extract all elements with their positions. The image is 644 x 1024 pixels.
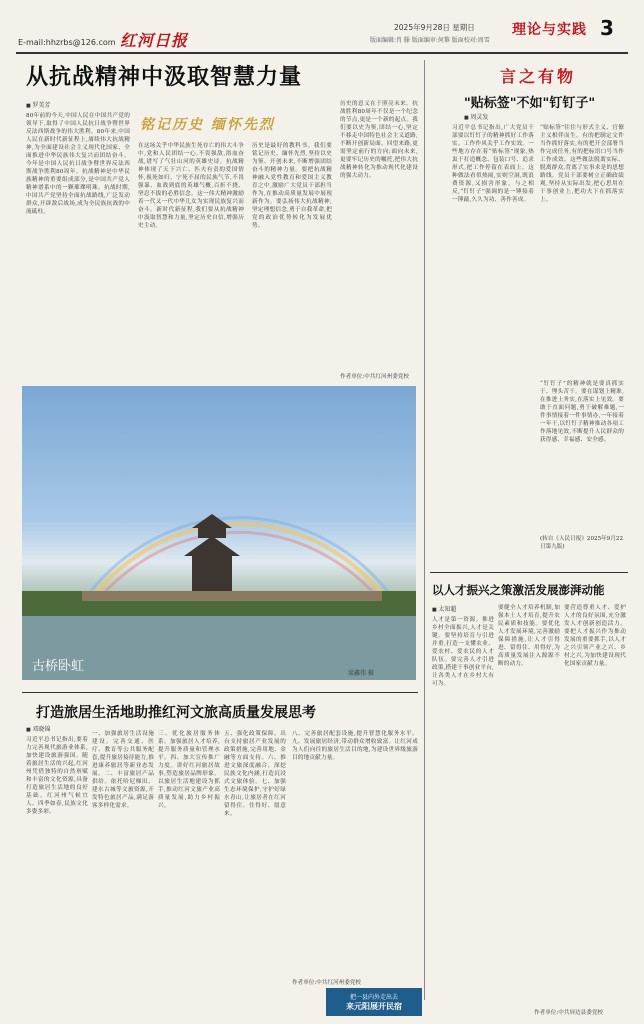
banner-text: 铭记历史 缅怀先烈 [140, 117, 275, 133]
article3-col5: 八、完善旅居配套设施,提升智慧化服务水平。九、发展旅居经济,带动群众增收致富。让红河成为人们向往的旅居生活目的地,为建设世界级旅游目的地贡献力量。 [292, 731, 418, 761]
article1-author: ■ 罗美芳 [26, 100, 50, 109]
article2-title: 以人才振兴之策激活发展澎湃动能 [432, 583, 605, 597]
promo-line1: 把一县内外走出去 [349, 994, 398, 1001]
article2-source: 作者单位:中共屏边县委党校 [534, 1010, 604, 1016]
article1-source: 作者单位:中共红河州委党校 [340, 374, 410, 380]
editor-credits: 版面编辑:肖 滕 版面编审:何黎 版面校对:周雪 [370, 37, 490, 44]
article3-source: 作者单位:中共红河州委党校 [292, 980, 362, 986]
article2-col3: 要营造尊重人才、爱护人才的良好氛围,充分激发人才创新创造活力。要把人才振兴作为推动发展的重要抓手,以人才之兴引领产业之兴、乡村之兴,为加快建设现代化国家贡献力量。 [564, 605, 626, 667]
article2-author: ■ 太知超 [432, 604, 456, 613]
column-title: "贴标签"不如"钉钉子" [464, 96, 596, 111]
article3-col4: 五、强化政策保障。出台支持旅居产业发展的政策措施,完善用地、金融等方面支持。六、推进文旅深度融合。深挖民族文化内涵,打造沉浸式文旅体验。七、加强生态环境保护,守护好绿水青山,让旅居者在红河留得住、住得好、愿意来。 [224, 731, 286, 817]
article2-col2: 要健全人才培养机制,加强本土人才培育,提升农民素质和技能。要优化人才发展环境,完善激励保障措施,让人才引得进、留得住、用得好,为高质量发展注入源源不断的动力。 [498, 605, 560, 667]
article2-col1: 人才是第一资源。推进乡村全面振兴,人才是关键。要坚持培育与引进并重,打造一支懂农业、爱农村、爱农民的人才队伍。要完善人才引进政策,搭建干事创业平台,让各类人才在乡村大有可为。 [432, 617, 494, 687]
article3-col1: 习近平总书记指出,要着力完善现代旅游业体系,加快建设旅游强国。随着旅居生活的兴起,红河州凭借独特的自然禀赋和丰富的文化资源,具备打造旅居生活地的良好基础。红河州气候宜人、四季如春,民族文化多姿多彩。 [26, 737, 88, 815]
article1-col3: 历史是最好的教科书。我们要铭记历史、缅怀先烈,坚持以史为鉴、开创未来,不断增强团结奋斗的精神力量。要把抗战精神融入党性教育和爱国主义教育之中,激励广大党员干部担当作为,在推动高质量发展中展现新作为。要弘扬伟大抗战精神,坚定理想信念,勇于自我革命,把党的政治优势转化为发展优势。 [252, 143, 332, 229]
column-divider [424, 60, 425, 1000]
column-author: ■ 周灵发 [464, 112, 488, 121]
promo-line2: 来元阳展开民宿 [346, 1002, 402, 1011]
article3-title: 打造旅居生活地助推红河文旅高质量发展思考 [36, 705, 316, 721]
promo-banner [326, 988, 422, 1016]
column-col3: “钉钉子”的精神就是要真抓实干、埋头苦干。要在谋划上精准,在推进上务实,在落实上见效。要敢于直面问题,勇于破解难题,一件事情接着一件事情办,一年接着一年干,以钉钉子精神推动各项工作落地见效,不断提升人民群众的获得感、幸福感、安全感。 [540, 381, 624, 443]
article1-title: 从抗战精神中汲取智慧力量 [26, 64, 303, 90]
article3-col2: 一、加强旅居生活设施建设。完善交通、医疗、教育等公共服务配套,提升旅居接待能力,推进康养旅居等新业态发展。二、丰富旅居产品供给。依托哈尼梯田、建水古城等文旅资源,开发特色旅居产品,满足游客多样化需求。 [92, 731, 154, 809]
column-col2: “贴标签”往往与形式主义、官僚主义相伴而生。有的把制定文件当作抓好落实,有的把开会部署当作完成任务,有的把标语口号当作工作成效。这些做法脱离实际、脱离群众,背离了实事求是的思想路线。党员干部要树立正确政绩观,坚持从实际出发,把心思用在干事创业上,把功夫下在抓落实上。 [540, 125, 624, 203]
article1-col4: 历史的意义在于照亮未来。抗战胜利80周年不仅是一个纪念的节点,更是一个新的起点。我们要以史为鉴,团结一心,坚定不移走中国特色社会主义道路,不断开创新局面。回望来路,更需坚定前行的方向;面向未来,更要牢记历史的嘱托,把伟大抗战精神转化为推动现代化建设的强大动力。 [340, 101, 418, 179]
section-title: 理论与实践 [512, 22, 587, 38]
photo-credit: 梁鑫伟 摄 [348, 670, 374, 677]
article2-rule [430, 572, 628, 573]
column-source: (转自《人民日报》2025年9月22日第九版) [540, 536, 624, 550]
photo-caption: 古桥卧虹 [32, 659, 85, 674]
article1-col1: 80年前的今天,中国人民在中国共产党的领导下,取得了中国人民抗日战争暨世界反法西斯战争的伟大胜利。80年来,中国人民在新时代新征程上,赓续伟大抗战精神,为全面建设社会主义现代化国家、全面推进中华民族伟大复兴而团结奋斗。今年是中国人民抗日战争暨世界反法西斯战争胜利80周年。抗战精神是中华民族精神的重要组成部分,是中国共产党人精神谱系中的一颗璀璨明珠。抗战时期,中国共产党坚持全面抗战路线,广泛发动群众,开辟敌后战场,成为全民族抗战的中流砥柱。 [26, 113, 130, 215]
header-email: E-mail:hhzrbs@126.com [18, 38, 116, 47]
newspaper-logo: 红河日报 [120, 31, 189, 50]
article1-banner [140, 114, 330, 134]
rainbow-bridge-photo [22, 386, 416, 680]
photo-illustration [22, 386, 416, 680]
header-rule [16, 52, 628, 54]
page-number: 3 [600, 16, 614, 40]
issue-date: 2025年9月28日 星期日 [394, 23, 475, 32]
column-col1: 习近平总书记指出,广大党员干部要以钉钉子的精神抓好工作落实。工作作风关乎工作实效。一些地方存在着“贴标签”现象,热衷于打造概念、包装口号、追求形式,把工作停留在表面上。这种做法看似热闹,实则空洞,既浪费资源,又损害形象。与之相反,“钉钉子”强调的是一锤接着一锤敲,久久为功、善作善成。 [452, 125, 534, 203]
article3-col3: 三、优化旅居服务体系。加强旅居人才培养,提升服务质量和管理水平。四、加大宣传推广力度。讲好红河旅居故事,塑造旅居品牌形象。以旅居生活地建设为抓手,推动红河文旅产业高质量发展,助力乡村振兴。 [158, 731, 220, 809]
article3-rule [22, 692, 418, 693]
article3-author: ■ 邓晓锦 [26, 724, 50, 733]
column-logo: 言之有物 [500, 67, 577, 86]
article1-col2: 在这场关乎中华民族生死存亡的伟大斗争中,党和人民团结一心,不畏强敌,浴血奋战,谱写了气壮山河的英雄史诗。抗战精神体现了天下兴亡、匹夫有责的爱国情怀,视死如归、宁死不屈的民族气节,不畏强暴、血战到底的英雄气概,百折不挠、坚忍不拔的必胜信念。这一伟大精神激励着一代又一代中华儿女为实现民族复兴而奋斗。新时代新征程,我们要从抗战精神中汲取智慧和力量,坚定历史自信,增强历史主动。 [138, 143, 244, 229]
